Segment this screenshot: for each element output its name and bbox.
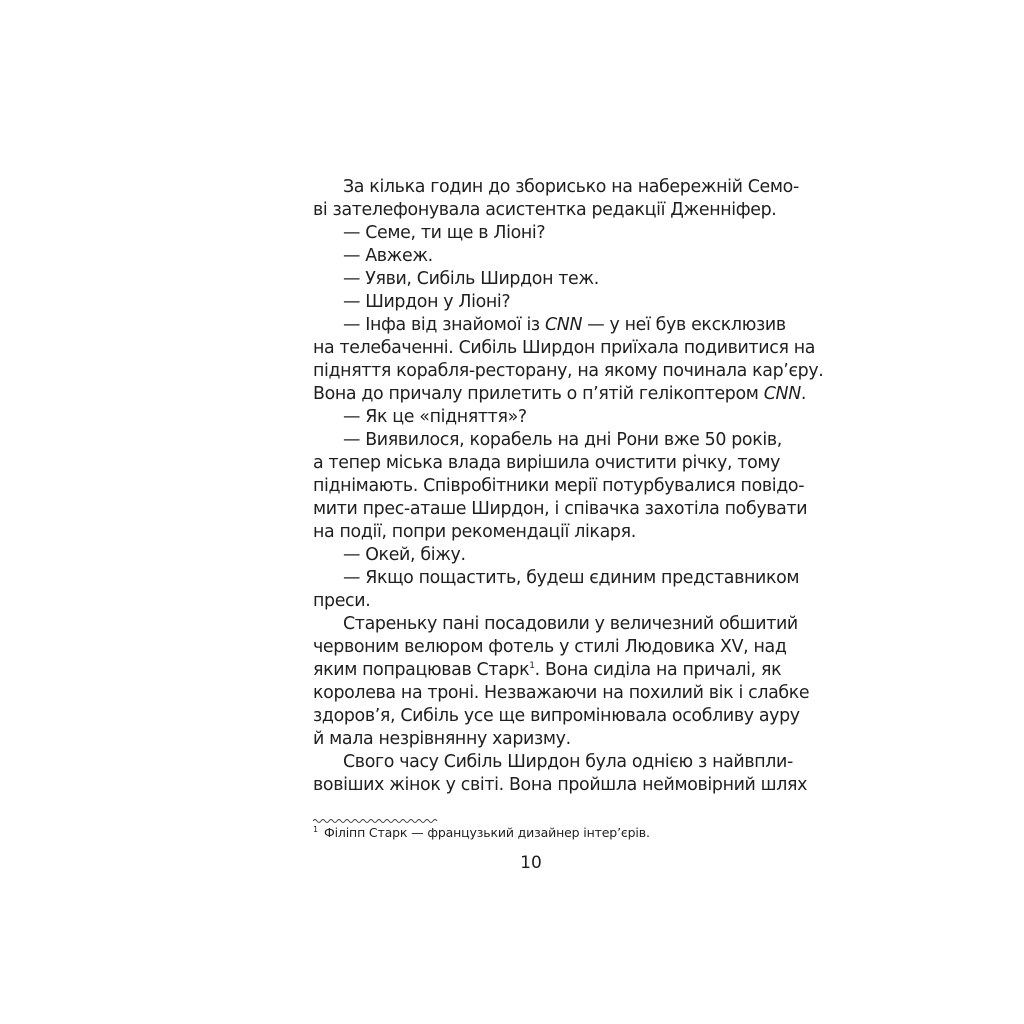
footnote-marker: 1 xyxy=(313,825,318,834)
text-line xyxy=(313,176,799,199)
text-line xyxy=(313,291,747,314)
line-text: мити прес-аташе Ширдон, і співачка захотіла побувати xyxy=(313,499,808,519)
line-text: здоров’я, Сибіль усе ще випромінювала особливу ауру xyxy=(313,706,800,726)
body-text xyxy=(313,176,824,797)
text-line xyxy=(313,590,747,613)
text-line xyxy=(313,659,782,682)
text-line xyxy=(313,337,816,360)
line-text: — Виявилося, корабель на дні Рони вже 50 років, xyxy=(343,430,782,450)
footnote-reference: 1 xyxy=(529,661,535,671)
text-line xyxy=(313,682,810,705)
text-line xyxy=(313,567,800,590)
line-text: Вона до причалу прилетить о п’ятій гелікоптером xyxy=(313,384,764,404)
line-text: За кілька годин до зборисько на набережній Семо- xyxy=(343,177,799,197)
footnote-text: Філіпп Старк — французький дизайнер інтер’єрів. xyxy=(323,825,650,840)
text-line xyxy=(313,636,787,659)
text-line xyxy=(313,751,793,774)
line-text: Стареньку пані посадовили у величезний обшитий xyxy=(343,614,798,634)
line-text: королева на троні. Незважаючи на похилий вік і слабке xyxy=(313,683,810,703)
line-text: преси. xyxy=(313,591,371,611)
italic-text: CNN xyxy=(545,315,583,335)
text-line xyxy=(313,498,808,521)
line-text: на події, попри рекомендації лікаря. xyxy=(313,522,636,542)
line-text: вовіших жінок у світі. Вона пройшла неймовірний шлях xyxy=(313,775,808,795)
line-text: — Якщо пощастить, будеш єдиним представником xyxy=(343,568,800,588)
text-line xyxy=(313,222,747,245)
text-line xyxy=(313,475,805,498)
text-line xyxy=(313,360,824,383)
text-line xyxy=(313,199,777,222)
page-body xyxy=(313,176,824,797)
line-text: — Інфа від знайомої із xyxy=(343,315,545,335)
text-line xyxy=(313,383,807,406)
text-line xyxy=(313,245,747,268)
page-number: 10 xyxy=(520,853,542,873)
text-line xyxy=(313,544,747,567)
text-line xyxy=(313,314,786,337)
text-line xyxy=(313,521,747,544)
text-line xyxy=(313,452,781,475)
line-text: й мала незрівнянну харизму. xyxy=(313,729,571,749)
line-text: — Ширдон у Ліоні? xyxy=(343,292,511,312)
line-text: — Окей, біжу. xyxy=(343,545,466,565)
line-text: а тепер міська влада вирішила очистити річку, тому xyxy=(313,453,781,473)
line-text: — Авжеж. xyxy=(343,246,433,266)
line-text: Свого часу Сибіль Ширдон була однією з найвпли- xyxy=(343,752,793,772)
text-line xyxy=(313,613,798,636)
text-line xyxy=(313,268,747,291)
text-line xyxy=(313,728,747,751)
line-text: — Уяви, Сибіль Ширдон теж. xyxy=(343,269,599,289)
line-text: яким попрацював Старк xyxy=(313,660,530,680)
line-text: — Семе, ти ще в Ліоні? xyxy=(343,223,546,243)
italic-text: CNN xyxy=(763,384,801,404)
line-text: ві зателефонувала асистентка редакції Дженніфер. xyxy=(313,200,777,220)
line-text: . xyxy=(800,384,807,404)
line-text: . Вона сиділа на причалі, як xyxy=(534,660,782,680)
line-text: — Як це «підняття»? xyxy=(343,407,527,427)
line-text: — у неї був ексклюзив xyxy=(582,315,786,335)
line-text: червоним велюром фотель у стилі Людовика XV, над xyxy=(313,637,787,657)
text-line xyxy=(313,429,782,452)
text-line xyxy=(313,774,808,797)
line-text: підняття корабля-ресторану, на якому починала кар’єру. xyxy=(313,361,824,381)
line-text: піднімають. Співробітники мерії потурбувалися повідо- xyxy=(313,476,805,496)
text-line xyxy=(313,705,800,728)
line-text: на телебаченні. Сибіль Ширдон приїхала подивитися на xyxy=(313,338,816,358)
footnote xyxy=(313,822,747,841)
text-line xyxy=(313,406,747,429)
